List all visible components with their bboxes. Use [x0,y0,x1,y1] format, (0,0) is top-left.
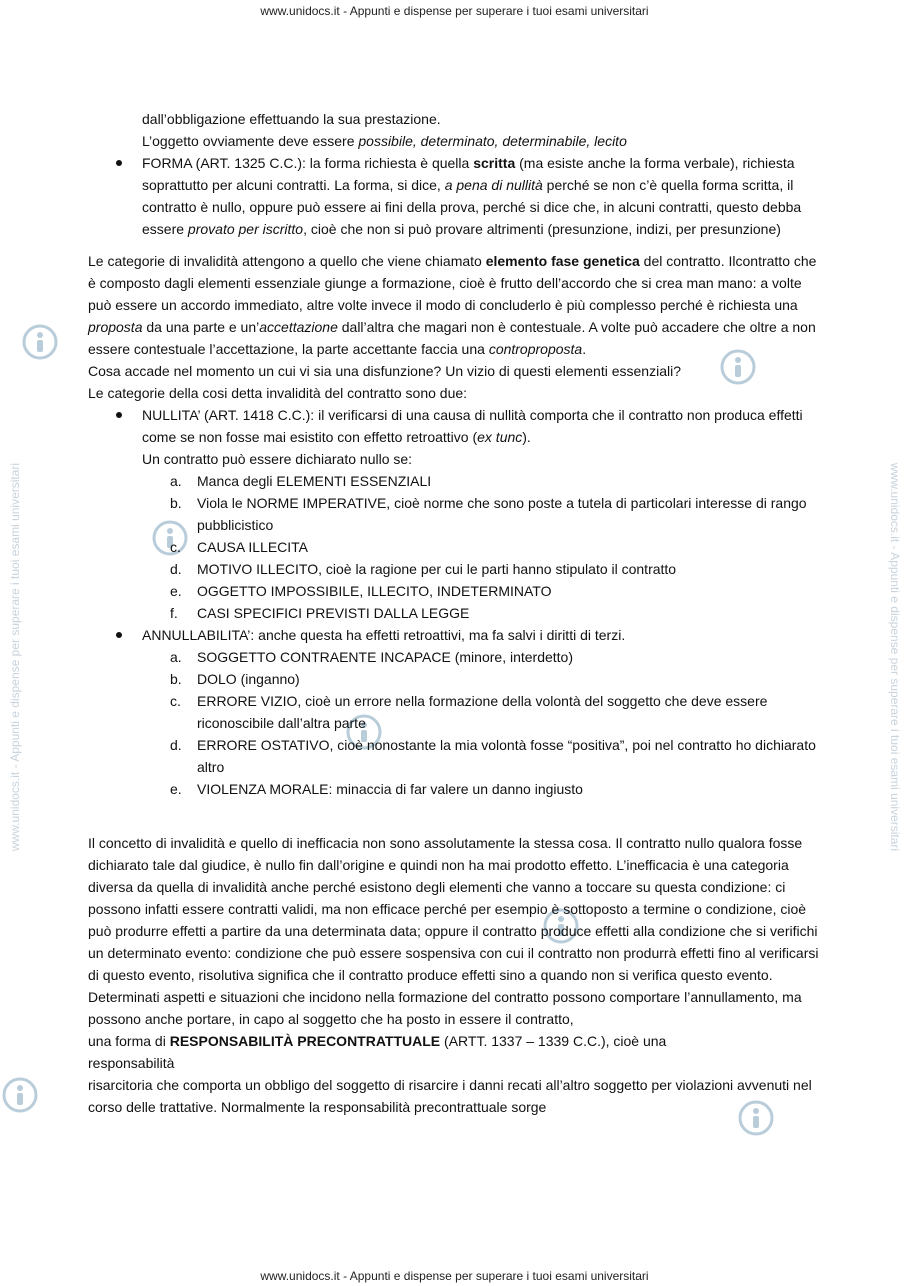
text-run: una forma di [88,1033,170,1049]
sublist-item [142,668,828,690]
italic-run: ex tunc [477,429,523,445]
italic-run: provato per iscritto [187,221,304,237]
text-run: (ARTT. 1337 – 1339 C.C.), cioè una [440,1033,667,1049]
sub-intro: Un contratto può essere dichiarato nullo se: [142,451,413,467]
nullita-sublist [142,470,828,624]
sublist-item [142,580,828,602]
sublist-text: DOLO (inganno) [197,671,300,687]
italic-run: controproposta [488,341,583,357]
sublist-item [142,602,828,624]
text-run: perché se non c’è quella forma scritta, il contratto è nullo, oppure può essere ai fini della prova, perché si dice che, in alcuni contratti, questo debba essere [142,177,802,237]
text-run: . [582,341,587,357]
list-marker: f. [170,605,178,621]
watermark-logo-icon [0,1075,40,1115]
sublist-item [142,470,828,492]
list-marker: d. [170,561,182,577]
sublist-text: OGGETTO IMPOSSIBILE, ILLECITO, INDETERMINATO [197,583,552,599]
sublist-text: MOTIVO ILLECITO, cioè la ragione per cui le parti hanno stipulato il contratto [197,561,677,577]
sublist-text: Viola le NORME IMPERATIVE, cioè norme che sono poste a tutela di particolari interesse di rango pubblicistico [197,495,807,533]
list-item [88,624,828,800]
paragraph: Cosa accade nel momento un cui vi sia una disfunzione? Un vizio di questi elementi essenziali? [88,363,681,379]
sublist-item [142,558,828,580]
text-run: FORMA (ART. 1325 C.C.): la forma richiesta è quella [142,155,474,171]
text-run: da una parte e un’ [142,319,260,335]
list-marker: e. [170,583,182,599]
intro-line [142,130,828,152]
list-marker: d. [170,737,182,753]
invalidity-list [88,404,828,800]
page-header: www.unidocs.it - Appunti e dispense per superare i tuoi esami universitari [260,4,649,18]
sublist-item [142,536,828,558]
sublist-text: ERRORE VIZIO, cioè un errore nella formazione della volontà del soggetto che deve essere riconoscibile dall’altra parte [197,693,768,731]
paragraph: Il concetto di invalidità e quello di inefficacia non sono assolutamente la stessa cosa. Il contratto nullo qualora fosse dichiarato tale dal giudice, è nullo fin dall’origine e quindi non ha mai prodotto effetto. L’inefficacia è una categoria diversa da quella di invalidità anche perché esistono degli elementi che vanno a toccare su questa condizione: ci possono infatti essere contratti validi, ma non efficace perché per esempio è sottoposto a termine o condizione, cioè può produrre effetti a partire da una determinata data; oppure il contratto produce effetti alla condizione che si verifichi un determinato evento: condizione che può essere sospensiva con cui il contratto non produrrà effetti fino al verificarsi di questo evento, risolutiva significa che il contratto produce effetti sino a quando non si verifica questo evento. [88,835,819,983]
side-watermark-right: www.unidocs.it - Appunti e dispense per superare i tuoi esami universitari [888,462,902,852]
intro-line: dall’obbligazione effettuando la sua prestazione. [142,111,441,127]
list-marker: e. [170,781,182,797]
list-marker: a. [170,649,182,665]
italic-run: possibile, determinato, determinabile, lecito [358,133,627,149]
bold-run: RESPONSABILITÀ PRECONTRATTUALE [169,1033,441,1049]
paragraph: responsabilità [88,1055,175,1071]
sublist-text: CAUSA ILLECITA [197,539,309,555]
sublist-item [142,492,828,536]
paragraph [88,250,828,360]
text-run: ). [522,429,531,445]
text-run: del contratto. Ilcontratto che è composto dagli elementi essenziale giunge a formazione, cioè è frutto dell’accordo che si crea man mano: a volte può essere un accordo immediato, altre volte invece il modo di concluderlo è più complesso perché è richiesta una [88,253,817,313]
sublist-item [142,646,828,668]
bold-run: elemento fase genetica [485,253,640,269]
watermark-logo-icon [20,322,60,362]
page-footer: www.unidocs.it - Appunti e dispense per superare i tuoi esami universitari [260,1269,649,1283]
sublist-text: ERRORE OSTATIVO, cioè nonostante la mia volontà fosse “positiva”, poi nel contratto ho dichiarato altro [197,737,816,775]
sublist-item [142,734,828,778]
italic-run: a pena di nullità [444,177,543,193]
text-run: dall’altra che magari non è contestuale. A volte può accadere che oltre a non essere contestuale l’accettazione, la parte accettante faccia una [88,319,816,357]
intro-block [88,108,828,152]
text-run: ANNULLABILITA’: anche questa ha effetti retroattivi, ma fa salvi i diritti di terzi. [142,627,626,643]
list-marker: c. [170,693,181,709]
sublist-text: CASI SPECIFICI PREVISTI DALLA LEGGE [197,605,470,621]
side-watermark-left: www.unidocs.it - Appunti e dispense per superare i tuoi esami universitari [8,462,22,852]
list-marker: b. [170,495,182,511]
forma-list [88,152,828,240]
document-body [88,108,828,1118]
italic-run: accettazione [259,319,338,335]
list-marker: c. [170,539,181,555]
paragraph: risarcitoria che comporta un obbligo del soggetto di risarcire i danni recati all’altro soggetto per violazioni avvenuti nel corso delle trattative. Normalmente la responsabilità precontrattuale sorge [88,1077,812,1115]
text-run: , cioè che non si può provare altrimenti (presunzione, indizi, per presunzione) [303,221,781,237]
bold-run: scritta [473,155,516,171]
sublist-item [142,690,828,734]
sublist-item [142,778,828,800]
text-run: L’oggetto ovviamente deve essere [142,133,359,149]
paragraph [88,1030,828,1052]
text-run: (ma esiste anche la forma verbale), richiesta soprattutto per alcuni contratti. La forma, si dice, [142,155,795,193]
annullabilita-sublist [142,646,828,800]
paragraph: Le categorie della cosi detta invalidità del contratto sono due: [88,385,468,401]
paragraph: Determinati aspetti e situazioni che incidono nella formazione del contratto possono comportare l’annullamento, ma possono anche portare, in capo al soggetto che ha posto in essere il contratto, [88,989,802,1027]
text-run: Le categorie di invalidità attengono a quello che viene chiamato [88,253,486,269]
text-run: NULLITA’ (ART. 1418 C.C.): il verificarsi di una causa di nullità comporta che il contratto non produca effetti come se non fosse mai esistito con effetto retroattivo ( [142,407,803,445]
sublist-text: VIOLENZA MORALE: minaccia di far valere un danno ingiusto [197,781,583,797]
italic-run: proposta [88,319,143,335]
list-item [88,152,828,240]
sublist-text: SOGGETTO CONTRAENTE INCAPACE (minore, interdetto) [197,649,574,665]
sublist-text: Manca degli ELEMENTI ESSENZIALI [197,473,432,489]
list-marker: a. [170,473,182,489]
list-marker: b. [170,671,182,687]
list-item [88,404,828,624]
